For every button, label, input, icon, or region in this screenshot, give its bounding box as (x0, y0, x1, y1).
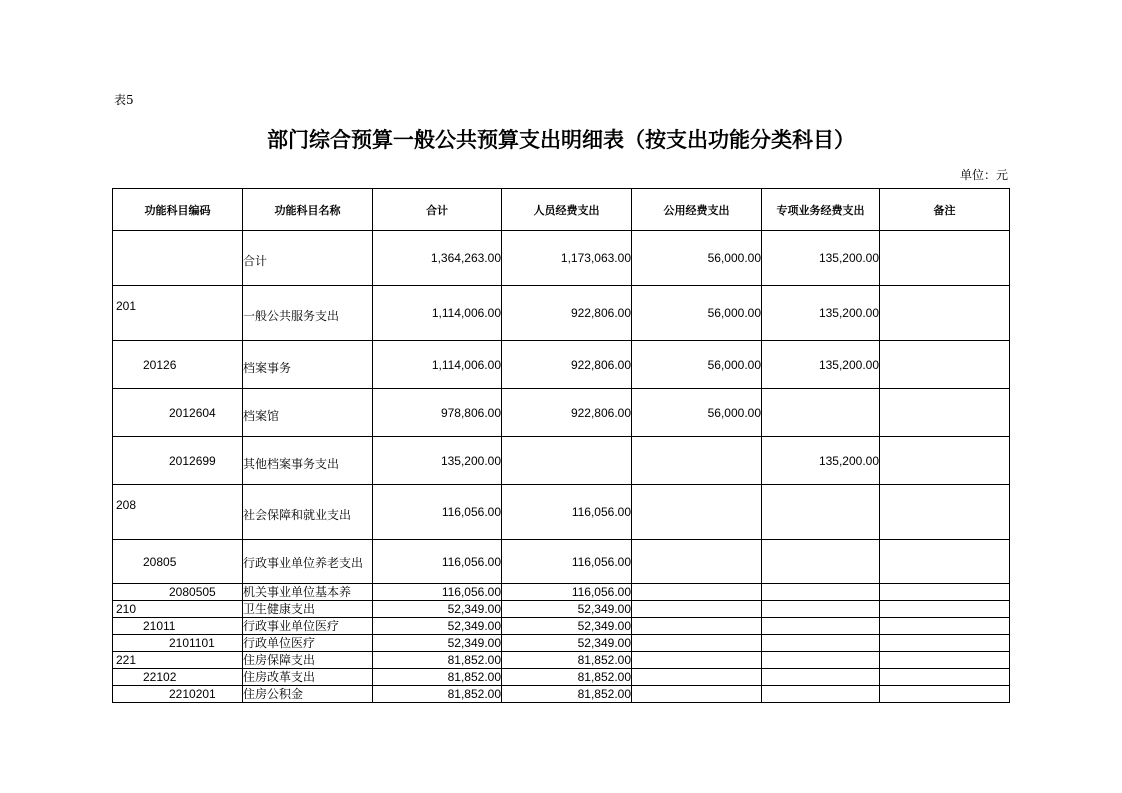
cell-code: 2210201 (113, 686, 243, 703)
cell-code: 2012699 (113, 437, 243, 485)
cell-personnel: 81,852.00 (502, 652, 632, 669)
cell-special (762, 601, 880, 618)
table-row (113, 618, 1010, 635)
cell-public: 56,000.00 (632, 389, 762, 437)
cell-total: 1,114,006.00 (373, 341, 502, 389)
cell-public: 56,000.00 (632, 286, 762, 341)
cell-name: 档案事务 (243, 341, 373, 389)
cell-code: 2080505 (113, 584, 243, 601)
cell-public: 56,000.00 (632, 341, 762, 389)
cell-remark (880, 635, 1010, 652)
table-row (113, 652, 1010, 669)
cell-name: 合计 (243, 231, 373, 286)
cell-special: 135,200.00 (762, 437, 880, 485)
table-row (113, 669, 1010, 686)
cell-name: 行政事业单位医疗 (243, 618, 373, 635)
cell-special (762, 686, 880, 703)
cell-name: 社会保障和就业支出 (243, 485, 373, 540)
table-row (113, 686, 1010, 703)
cell-personnel: 116,056.00 (502, 540, 632, 584)
cell-code: 201 (113, 286, 243, 341)
cell-name: 住房保障支出 (243, 652, 373, 669)
cell-total: 52,349.00 (373, 601, 502, 618)
budget-table (112, 188, 1010, 703)
table-header-row (113, 189, 1010, 231)
cell-total: 81,852.00 (373, 669, 502, 686)
table-row (113, 584, 1010, 601)
table-row (113, 601, 1010, 618)
cell-remark (880, 485, 1010, 540)
cell-name: 档案馆 (243, 389, 373, 437)
header-name: 功能科目名称 (243, 189, 373, 231)
cell-public (632, 652, 762, 669)
header-remark: 备注 (880, 189, 1010, 231)
table-row (113, 389, 1010, 437)
cell-remark (880, 686, 1010, 703)
header-personnel: 人员经费支出 (502, 189, 632, 231)
unit-label: 单位：元 (960, 168, 1009, 182)
cell-public (632, 618, 762, 635)
cell-code: 20126 (113, 341, 243, 389)
page-title: 部门综合预算一般公共预算支出明细表（按支出功能分类科目） (267, 128, 855, 152)
cell-remark (880, 669, 1010, 686)
cell-total: 116,056.00 (373, 540, 502, 584)
cell-code: 210 (113, 601, 243, 618)
cell-total: 52,349.00 (373, 635, 502, 652)
cell-special: 135,200.00 (762, 341, 880, 389)
cell-personnel: 81,852.00 (502, 686, 632, 703)
cell-personnel: 922,806.00 (502, 341, 632, 389)
cell-total: 1,364,263.00 (373, 231, 502, 286)
cell-public (632, 669, 762, 686)
cell-special (762, 485, 880, 540)
cell-code: 208 (113, 485, 243, 540)
cell-remark (880, 584, 1010, 601)
cell-personnel: 52,349.00 (502, 618, 632, 635)
cell-personnel: 52,349.00 (502, 635, 632, 652)
cell-remark (880, 652, 1010, 669)
cell-total: 116,056.00 (373, 584, 502, 601)
cell-code: 20805 (113, 540, 243, 584)
cell-name: 一般公共服务支出 (243, 286, 373, 341)
table-row (113, 635, 1010, 652)
table-row (113, 540, 1010, 584)
cell-special: 135,200.00 (762, 286, 880, 341)
cell-personnel: 922,806.00 (502, 286, 632, 341)
cell-name: 卫生健康支出 (243, 601, 373, 618)
cell-total: 81,852.00 (373, 652, 502, 669)
cell-public: 56,000.00 (632, 231, 762, 286)
cell-total: 81,852.00 (373, 686, 502, 703)
cell-personnel: 81,852.00 (502, 669, 632, 686)
cell-remark (880, 601, 1010, 618)
cell-public (632, 540, 762, 584)
cell-personnel: 52,349.00 (502, 601, 632, 618)
cell-total: 52,349.00 (373, 618, 502, 635)
cell-remark (880, 618, 1010, 635)
cell-personnel: 922,806.00 (502, 389, 632, 437)
cell-public (632, 485, 762, 540)
header-code: 功能科目编码 (113, 189, 243, 231)
cell-name: 机关事业单位基本养 (243, 584, 373, 601)
cell-code: 2101101 (113, 635, 243, 652)
cell-public (632, 437, 762, 485)
header-special: 专项业务经费支出 (762, 189, 880, 231)
cell-remark (880, 286, 1010, 341)
cell-total: 116,056.00 (373, 485, 502, 540)
table-row (113, 286, 1010, 341)
header-public: 公用经费支出 (632, 189, 762, 231)
table-row (113, 437, 1010, 485)
cell-remark (880, 540, 1010, 584)
table-row (113, 341, 1010, 389)
cell-name: 其他档案事务支出 (243, 437, 373, 485)
cell-special (762, 635, 880, 652)
header-total: 合计 (373, 189, 502, 231)
cell-code: 221 (113, 652, 243, 669)
cell-public (632, 686, 762, 703)
cell-total: 1,114,006.00 (373, 286, 502, 341)
cell-public (632, 584, 762, 601)
cell-special (762, 669, 880, 686)
cell-personnel: 116,056.00 (502, 584, 632, 601)
cell-special: 135,200.00 (762, 231, 880, 286)
cell-name: 住房改革支出 (243, 669, 373, 686)
cell-public (632, 601, 762, 618)
table-row (113, 231, 1010, 286)
table-number: 表5 (114, 93, 134, 107)
cell-personnel: 1,173,063.00 (502, 231, 632, 286)
cell-total: 135,200.00 (373, 437, 502, 485)
table-row (113, 485, 1010, 540)
cell-name: 行政单位医疗 (243, 635, 373, 652)
cell-special (762, 540, 880, 584)
cell-personnel: 116,056.00 (502, 485, 632, 540)
cell-remark (880, 341, 1010, 389)
cell-remark (880, 231, 1010, 286)
cell-special (762, 584, 880, 601)
cell-code (113, 231, 243, 286)
cell-total: 978,806.00 (373, 389, 502, 437)
cell-personnel (502, 437, 632, 485)
cell-public (632, 635, 762, 652)
cell-special (762, 652, 880, 669)
cell-name: 行政事业单位养老支出 (243, 540, 373, 584)
cell-special (762, 618, 880, 635)
cell-code: 22102 (113, 669, 243, 686)
cell-name: 住房公积金 (243, 686, 373, 703)
cell-remark (880, 437, 1010, 485)
cell-remark (880, 389, 1010, 437)
cell-code: 21011 (113, 618, 243, 635)
cell-special (762, 389, 880, 437)
cell-code: 2012604 (113, 389, 243, 437)
